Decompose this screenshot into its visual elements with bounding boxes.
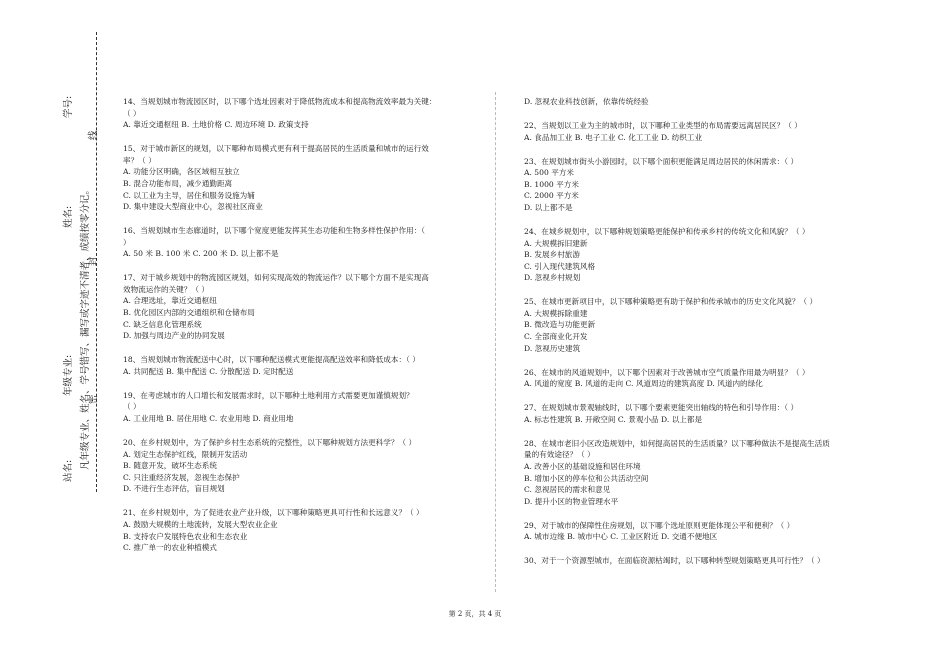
page-number-footer: 第 2 页，共 4 页 bbox=[448, 610, 502, 618]
question-29: 29、对于城市的保障性住房规划，以下哪个选址原则更能体现公平和便利？（ ） A. 城市边缘 B. 城市中心 C. 工业区附近 D. 交通不便地区 bbox=[524, 520, 795, 542]
question-21: 21、在乡村规划中，为了促进农业产业升级，以下哪种策略更具可行性和长远意义？（ ） A. 鼓励大规模的土地流转，发展大型农业企业 B. 支持农户发展特色农业和生态农业 C. 推广单一的农业种植模式 bbox=[123, 508, 424, 553]
seal-char-xian: 线 bbox=[88, 130, 99, 140]
question-25: 25、在城市更新项目中，以下哪种策略更有助于保护和传承城市的历史文化风貌？（ ） A. 大规模拆除重建 B. 微改造与功能更新 C. 全部商业化开发 D. 忽视历史建筑 bbox=[524, 297, 818, 353]
question-24: 24、在城乡规划中，以下哪种规划策略更能保护和传承乡村的传统文化和风貌？（ ） A. 大规模拆旧建新 B. 发展乡村旅游 C. 引入现代建筑风格 D. 忽视乡村规划 bbox=[524, 226, 810, 283]
question-20: 20、在乡村规划中，为了保护乡村生态系统的完整性，以下哪种规划方法更科学？（ ） A. 划定生态保护红线，限制开发活动 B. 随意开发，破坏生态系统 C. 只注重经济发展，忽视生态保护 D. 不进行生态评估，盲目规划 bbox=[123, 438, 417, 494]
school-label: 站名: bbox=[63, 459, 74, 482]
exam-number-label: 学号: bbox=[63, 95, 74, 118]
column-divider bbox=[495, 92, 496, 592]
question-17: 17、对于城乡规划中的物流园区规划，如何实现高效的物流运作？以下哪个方面不是实现高 效物流运作的关键？（ ） A. 合理选址，靠近交通枢纽 B. 优化园区内部的交通组织和仓储布局 C. 缺乏信息化管理系统 D. 加强与周边产业的协同发展 bbox=[123, 273, 429, 341]
question-15: 15、对于城市新区的规划，以下哪种布局模式更有利于提高居民的生活质量和城市的运行效 率？（ ） A. 功能分区明确，各区域相互独立 B. 混合功能布局，减少通勤距离 C. 以工业为主导，居住和服务设施为辅 D. 集中建设大型商业中心，忽视社区商业 bbox=[123, 144, 429, 212]
warning-text: 凡年级专业、姓名、学号错写、漏写或字迹不清者，成绩按零分记。 bbox=[80, 184, 91, 470]
question-28: 28、在城市老旧小区改造规划中，如何提高居民的生活质量？以下哪种做法不是提高生活质 量的有效途径？（ ） A. 改善小区的基础设施和居住环境 B. 增加小区的停车位和公共活动空间 C. 忽视居民的需求和意见 D. 提升小区的物业管理水平 bbox=[524, 438, 830, 506]
seal-char-feng: 封 bbox=[88, 256, 99, 266]
question-27: 27、在规划城市景观轴线时，以下哪个要素更能突出轴线的特色和引导作用：（ ） A. 标志性建筑 B. 开敞空间 C. 景观小品 D. 以上都是 bbox=[524, 403, 799, 424]
question-21-continued: D. 忽视农业科技创新，依靠传统经验 bbox=[524, 97, 649, 106]
question-23: 23、在规划城市街头小游园时，以下哪个面积更能满足周边居民的休闲需求：（ ） A. 500 平方米 B. 1000 平方米 C. 2000 平方米 D. 以上都不是 bbox=[524, 156, 799, 212]
name-label: 姓名: bbox=[63, 205, 74, 228]
class-label: 年级专业: bbox=[63, 354, 74, 396]
binding-margin bbox=[0, 0, 110, 672]
question-19: 19、在考虑城市的人口增长和发展需求时，以下哪种土地利用方式需要更加谨慎规划？ （ ） A. 工业用地 B. 居住用地 C. 农业用地 D. 商业用地 bbox=[123, 390, 414, 424]
question-14: 14、当规划城市物流园区时，以下哪个选址因素对于降低物流成本和提高物流效率最为关键： （ ） A. 靠近交通枢纽 B. 土地价格 C. 周边环境 D. 政策支持 bbox=[123, 97, 437, 130]
question-30: 30、对于一个资源型城市，在面临资源枯竭时，以下哪种转型规划策略更具可行性？（ ） bbox=[524, 556, 825, 566]
seal-char-mi: 密 bbox=[88, 394, 99, 404]
question-16: 16、当规划城市生态廊道时，以下哪个宽度更能发挥其生态功能和生物多样性保护作用：（ ） A. 50 米 B. 100 米 C. 200 米 D. 以上都不是 bbox=[123, 226, 426, 259]
right-question-column bbox=[524, 96, 859, 579]
question-18: 18、当规划城市物流配送中心时，以下哪种配送模式更能提高配送效率和降低成本：（ ） A. 共同配送 B. 集中配送 C. 分散配送 D. 定时配送 bbox=[123, 355, 420, 376]
question-26: 26、在城市的风道规划中，以下哪个因素对于改善城市空气质量作用最为明显？（ ） A. 风道的宽度 B. 风道的走向 C. 风道周边的建筑高度 D. 风道内的绿化 bbox=[524, 367, 810, 389]
left-question-column bbox=[123, 96, 475, 566]
question-22: 22、当规划以工业为主的城市时，以下哪种工业类型的布局需要远离居民区？（ ） A. 食品加工业 B. 电子工业 C. 化工工业 D. 纺织工业 bbox=[524, 120, 802, 142]
